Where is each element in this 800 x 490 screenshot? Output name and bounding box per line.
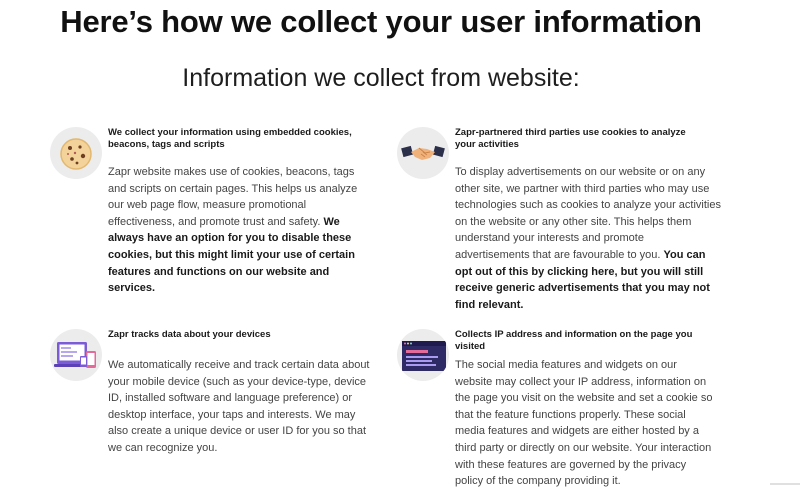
- cookie-icon: [50, 127, 102, 179]
- scrollbar-indicator: [770, 483, 800, 485]
- section-body: [108, 357, 370, 457]
- page-subtitle: Information we collect from website:: [182, 64, 580, 92]
- section-bold-text: You can opt out of this by clicking here, but you will still receive generic advertisements that you may not find relevant.: [455, 248, 710, 311]
- section-heading: Zapr-partnered third parties use cookies to analyze your activities: [455, 127, 686, 150]
- page-title: Here’s how we collect your user information: [60, 4, 702, 39]
- section-heading: Zapr tracks data about your devices: [108, 329, 271, 340]
- section-text: The social media features and widgets on our website may collect your IP address, information on the page you visit on the website and set a cookie so that the feature functions properly. These social media features and widgets are either hosted by a third party or directly on our website. Your interaction with these features are governed by the privacy policy of the company providing it.: [455, 359, 713, 488]
- section-text: To display advertisements on our website or on any other site, we partner with third parties who may use technologies such as cookies to analyze your activities on the website or any other site. This helps them understand your interests and promote advertisements that are favourable to you.: [455, 166, 721, 261]
- handshake-icon: [397, 127, 449, 179]
- section-body: [108, 164, 370, 297]
- section-bold-text: We always have an option for you to disable these cookies, but this might limit your use of certain features and functions on our website and services.: [108, 215, 355, 295]
- devices-icon: [50, 329, 102, 381]
- section-heading: Collects IP address and information on the page you visited: [455, 329, 693, 352]
- section-text: Zapr website makes use of cookies, beacons, tags and scripts on certain pages. This helps us analyze our web page flow, measure promotional effectiveness, and promote trust and safety.: [108, 166, 358, 228]
- section-text: We automatically receive and track certain data about your mobile device (such as your device-type, device ID, installed software and language preference) or desktop interface, your taps and interests. We may also create a unique device or user ID for you so that we can recognize you.: [108, 359, 370, 454]
- section-body: [455, 357, 715, 490]
- section-heading: We collect your information using embedded cookies, beacons, tags and scripts: [108, 127, 352, 150]
- browser-window-icon: [397, 329, 449, 381]
- section-body: [455, 164, 721, 313]
